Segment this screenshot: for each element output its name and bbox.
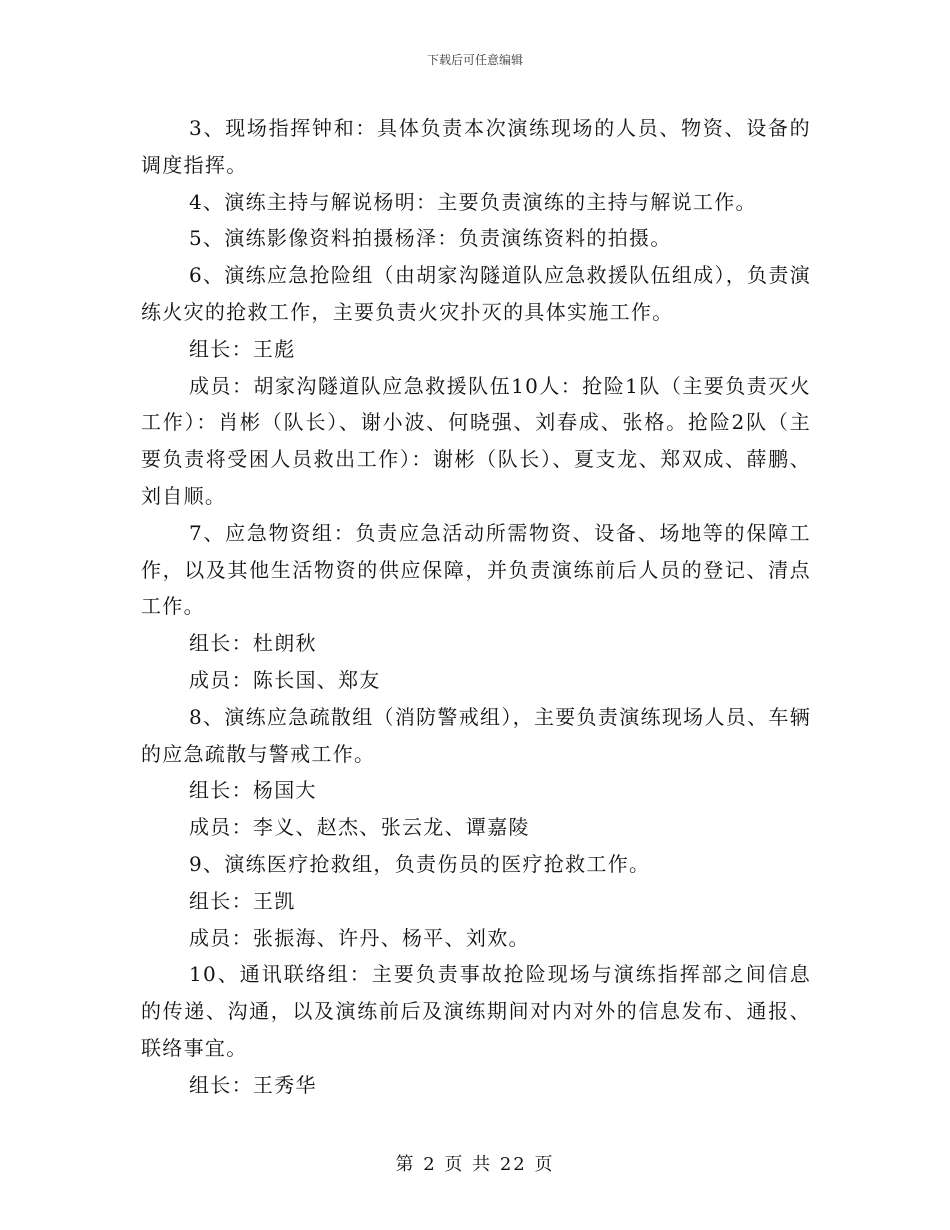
paragraph: 7、应急物资组：负责应急活动所需物资、设备、场地等的保障工作，以及其他生活物资的供应保障，并负责演练前后人员的登记、清点工作。 [141, 520, 811, 619]
paragraph: 10、通讯联络组：主要负责事故抢险现场与演练指挥部之间信息的传递、沟通，以及演练前后及演练期间对内对外的信息发布、通报、联络事宜。 [141, 962, 811, 1060]
paragraph: 成员：胡家沟隧道队应急救援队伍10人：抢险1队（主要负责灭火工作）：肖彬（队长）、谢小波、何晓强、刘春成、张格。抢险2队（主要负责将受困人员救出工作）：谢彬（队长）、夏支龙、郑双成、薛鹏、刘自顺。 [141, 373, 811, 508]
page-header: 下载后可任意编辑 [426, 53, 523, 67]
page-footer: 第 2 页 共 22 页 [395, 1154, 555, 1175]
paragraph: 3、现场指挥钟和：具体负责本次演练现场的人员、物资、设备的调度指挥。 [141, 116, 811, 177]
paragraph: 组长：王彪 [189, 336, 296, 361]
paragraph: 4、演练主持与解说杨明：主要负责演练的主持与解说工作。 [189, 189, 757, 214]
paragraph: 9、演练医疗抢救组，负责伤员的医疗抢救工作。 [189, 851, 651, 876]
paragraph: 8、演练应急疏散组（消防警戒组），主要负责演练现场人员、车辆的应急疏散与警戒工作。 [141, 704, 811, 766]
paragraph: 组长：杜朗秋 [189, 631, 317, 656]
paragraph: 5、演练影像资料拍摄杨泽：负责演练资料的拍摄。 [189, 226, 672, 251]
paragraph: 组长：王凯 [189, 888, 296, 913]
document-body [141, 110, 811, 1104]
paragraph: 6、演练应急抢险组（由胡家沟隧道队应急救援队伍组成），负责演练火灾的抢救工作，主要负责火灾扑灭的具体实施工作。 [141, 263, 811, 324]
paragraph: 组长：杨国大 [189, 778, 317, 803]
paragraph: 成员：李义、赵杰、张云龙、谭嘉陵 [189, 815, 530, 840]
paragraph: 组长：王秀华 [189, 1072, 317, 1097]
paragraph: 成员：陈长国、郑友 [189, 667, 381, 692]
paragraph: 成员：张振海、许丹、杨平、刘欢。 [189, 925, 530, 950]
